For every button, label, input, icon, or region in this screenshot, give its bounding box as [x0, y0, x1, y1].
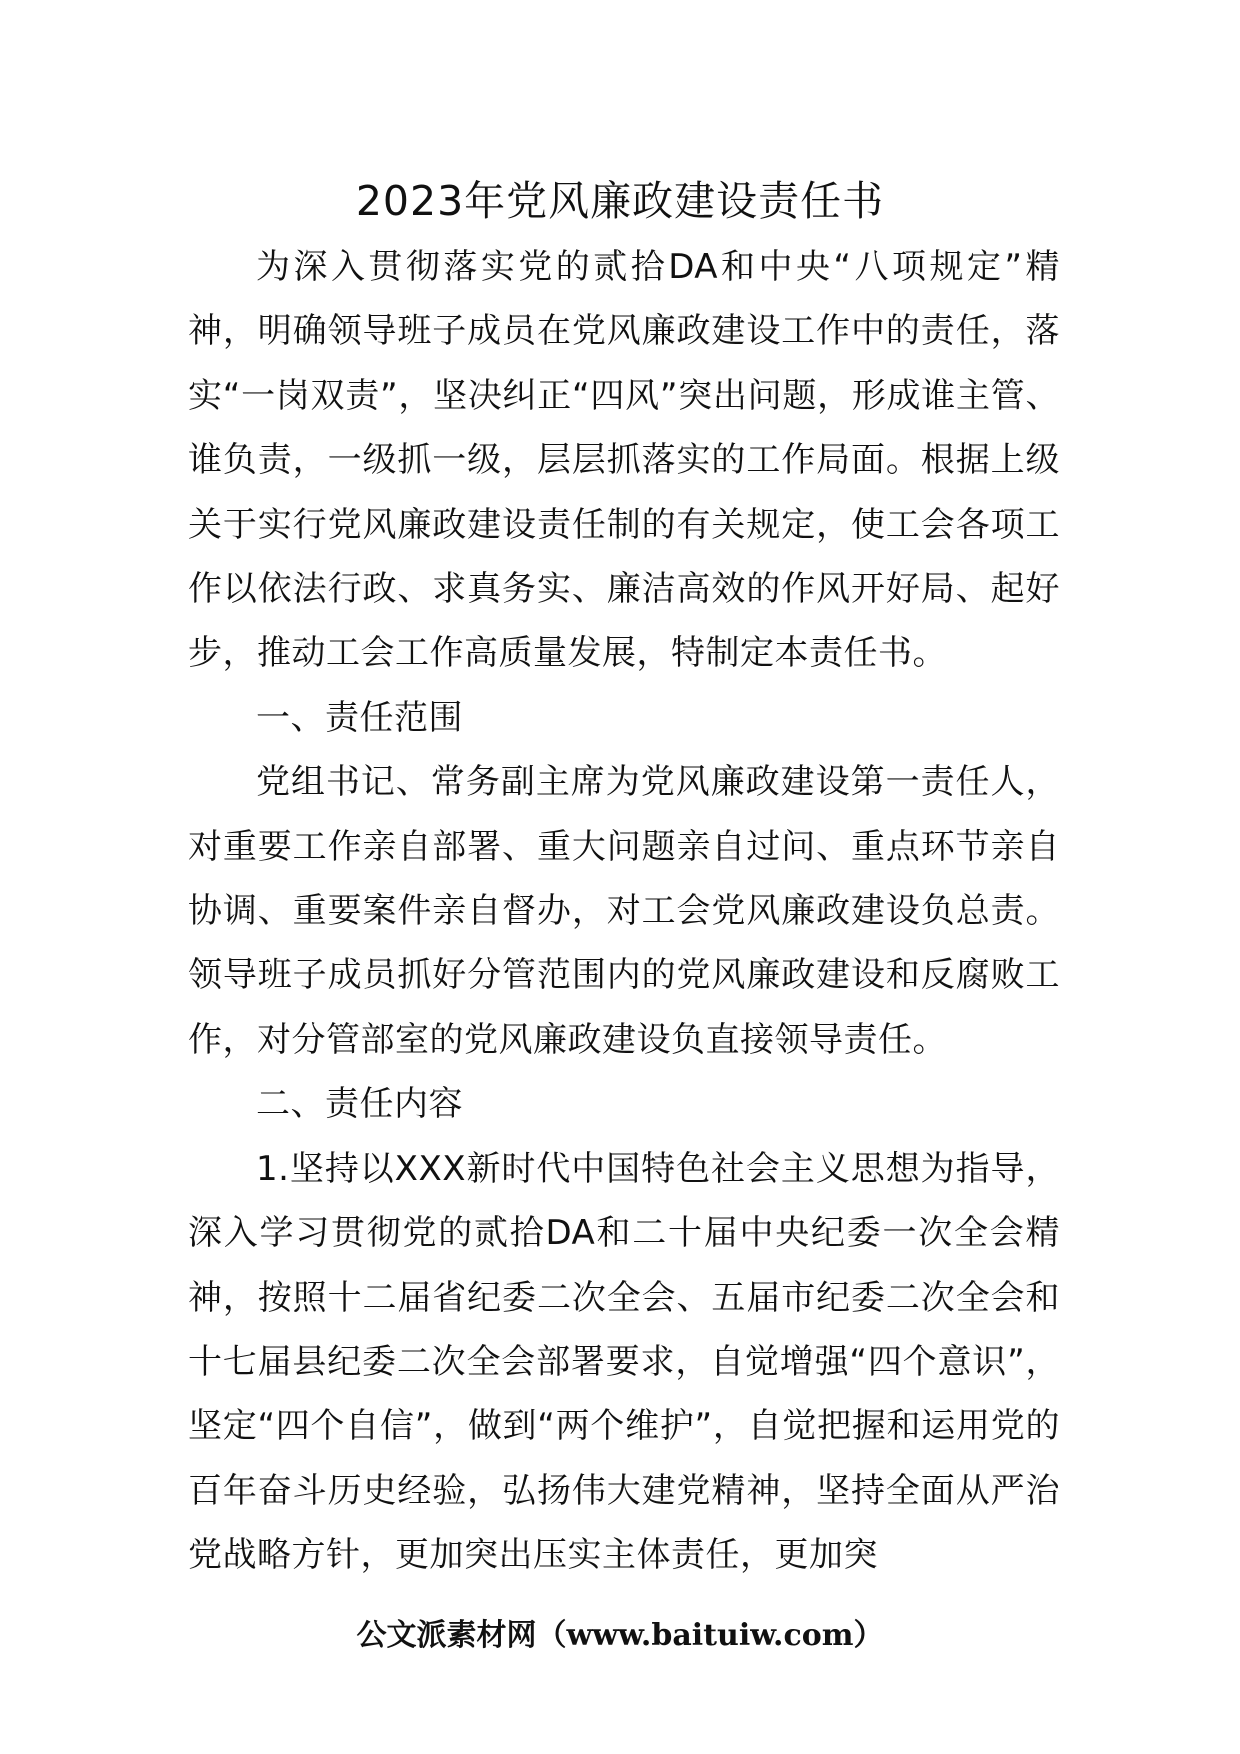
- document-title: 2023年党风廉政建设责任书: [355, 177, 885, 225]
- paragraph-content-1: 1.坚持以XXX新时代中国特色社会主义思想为指导，深入学习贯彻党的贰拾DA和二十届中央纪委一次全会精神，按照十二届省纪委二次全会、五届市纪委二次全会和十七届县纪委二次全会部署要求，自觉增强“四个意识”，坚定“四个自信”，做到“两个维护”，自觉把握和运用党的百年奋斗历史经验，弘扬伟大建党精神，坚持全面从严治党战略方针，更加突出压实主体责任，更加突: [188, 1148, 1060, 1576]
- footer-watermark: 公文派素材网（www.baituiw.com）: [356, 1618, 884, 1653]
- paragraph-scope: 党组书记、常务副主席为党风廉政建设第一责任人，对重要工作亲自部署、重大问题亲自过问、重点环节亲自协调、重要案件亲自督办，对工会党风廉政建设负总责。领导班子成员抓好分管范围内的党风廉政建设和反腐败工作，对分管部室的党风廉政建设负直接领导责任。: [188, 762, 1060, 1060]
- paragraph-intro: 为深入贯彻落实党的贰拾DA和中央“八项规定”精神，明确领导班子成员在党风廉政建设工作中的责任，落实“一岗双责”，坚决纠正“四风”突出问题，形成谁主管、谁负责，一级抓一级，层层抓落实的工作局面。根据上级关于实行党风廉政建设责任制的有关规定，使工会各项工作以依法行政、求真务实、廉洁高效的作风开好局、起好步，推动工会工作高质量发展，特制定本责任书。: [188, 247, 1060, 674]
- section-heading-scope: 一、责任范围: [256, 697, 463, 738]
- section-heading-content: 二、责任内容: [256, 1084, 463, 1125]
- document-body: [188, 235, 1060, 1588]
